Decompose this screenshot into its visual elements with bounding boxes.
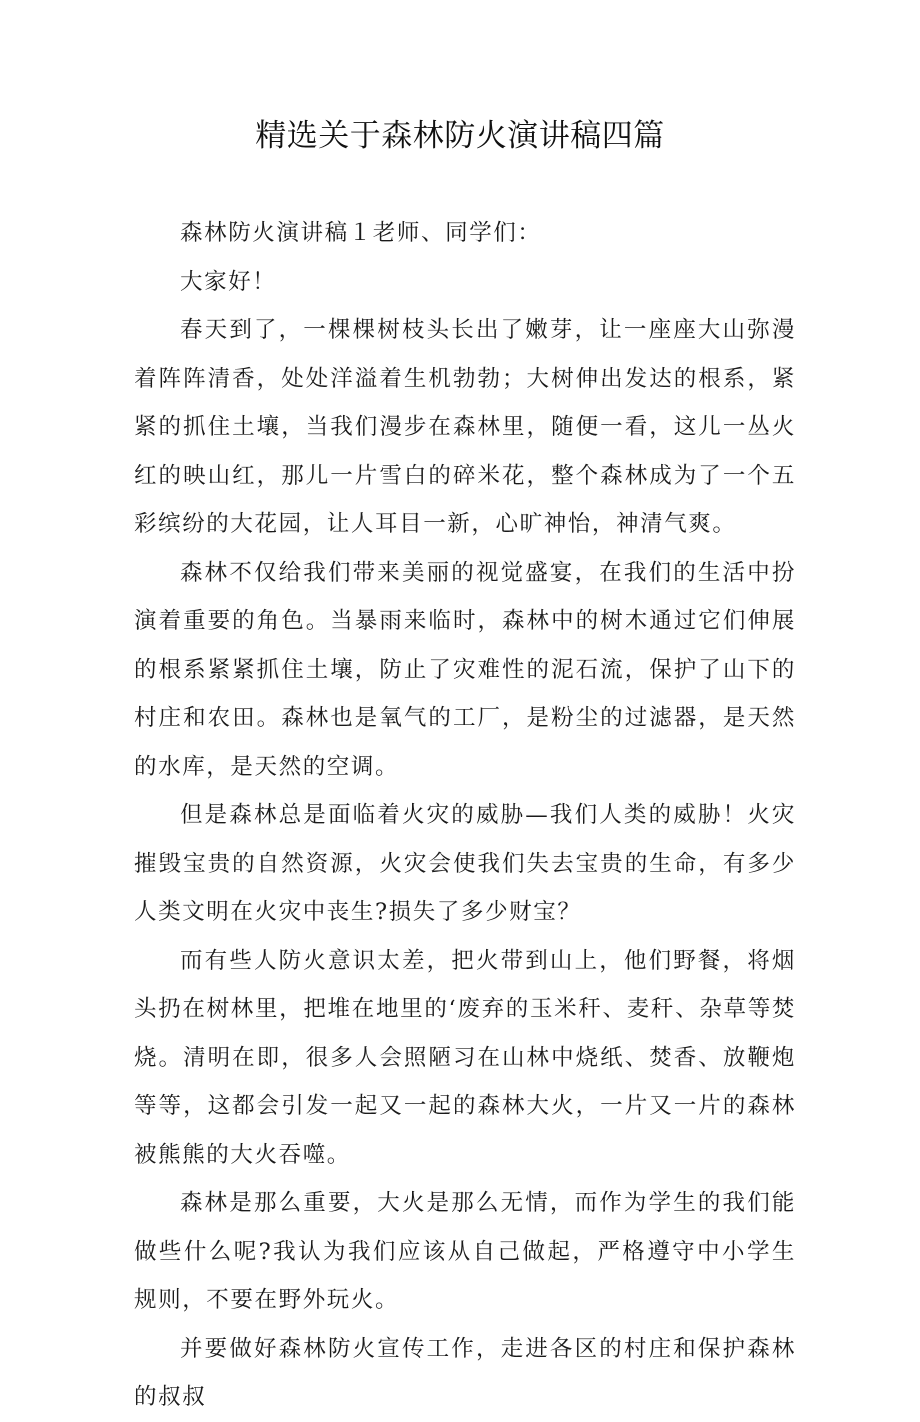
paragraph-publicity: 并要做好森林防火宣传工作，走进各区的村庄和保护森林的叔叔 — [134, 1335, 796, 1410]
paragraph-fire-threat: 但是森林总是面临着火灾的威胁—我们人类的威胁！火灾摧毁宝贵的自然资源，火灾会使我们失去宝贵的生命，有多少人类文明在火灾中丧生?损失了多少财宝？ — [134, 802, 796, 925]
paragraph-forest-role: 森林不仅给我们带来美丽的视觉盛宴，在我们的生活中扮演着重要的角色。当暴雨来临时，森林中的树木通过它们伸展的根系紧紧抓住土壤，防止了灾难性的泥石流，保护了山下的村庄和农田。森林也是氧气的工厂，是粉尘的过滤器，是天然的水库，是天然的空调。 — [134, 559, 796, 780]
paragraph-student-action: 森林是那么重要，大火是那么无情，而作为学生的我们能做些什么呢?我认为我们应该从自己做起，严格遵守中小学生规则，不要在野外玩火。 — [134, 1190, 796, 1313]
document-body — [134, 209, 796, 1422]
greeting-line: 大家好！ — [180, 268, 277, 295]
opening-line: 森林防火演讲稿１老师、同学们： — [180, 220, 542, 246]
page-title: 精选关于森林防火演讲稿四篇 — [255, 118, 665, 154]
paragraph-spring: 春天到了，一棵棵树枝头长出了嫩芽，让一座座大山弥漫着阵阵清香，处处洋溢着生机勃勃；大树伸出发达的根系，紧紧的抓住土壤，当我们漫步在森林里，随便一看，这儿一丛火红的映山红，那儿一片雪白的碎米花，整个森林成为了一个五彩缤纷的大花园，让人耳目一新，心旷神怡，神清气爽。 — [134, 317, 796, 537]
paragraph-careless-people: 而有些人防火意识太差，把火带到山上，他们野餐，将烟头扔在树林里，把堆在地里的‘废弃的玉米秆、麦秆、杂草等焚烧。清明在即，很多人会照陋习在山林中烧纸、焚香、放鞭炮等等，这都会引发一起又一起的森林大火，一片又一片的森林被熊熊的大火吞噬。 — [134, 947, 796, 1168]
